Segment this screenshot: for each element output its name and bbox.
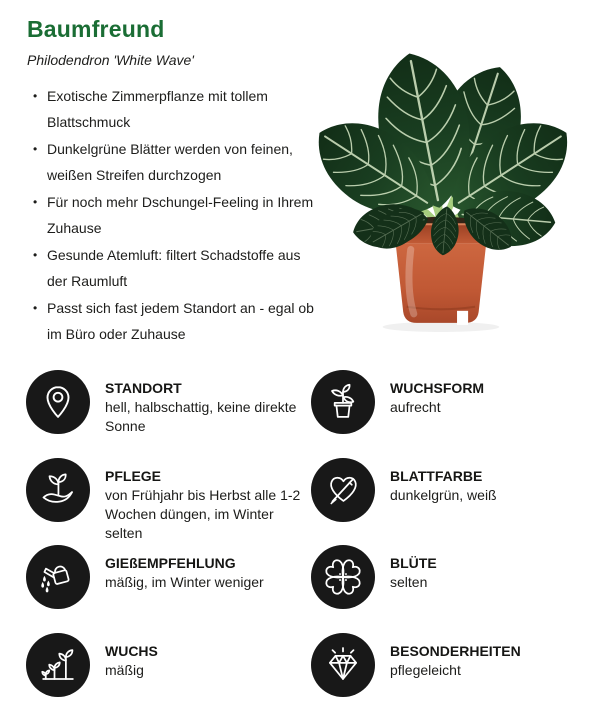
page-title: Baumfreund <box>27 16 194 43</box>
feature-desc: pflegeleicht <box>390 661 596 680</box>
feature-bluete <box>311 545 596 633</box>
plant-photo <box>306 8 598 340</box>
potted-plant-icon <box>311 370 375 434</box>
feature-desc: mäßig <box>105 661 311 680</box>
feature-wuchs <box>26 633 311 720</box>
flower-icon <box>311 545 375 609</box>
feature-title: BLÜTE <box>390 554 596 573</box>
growing-plants-icon <box>26 633 90 697</box>
watering-can-icon <box>26 545 90 609</box>
feature-title: WUCHS <box>105 642 311 661</box>
feature-desc: aufrecht <box>390 398 596 417</box>
product-header <box>27 16 194 68</box>
feature-desc: mäßig, im Winter weniger <box>105 573 311 592</box>
diamond-icon <box>311 633 375 697</box>
feature-title: BLATTFARBE <box>390 467 596 486</box>
feature-desc: hell, halbschattig, keine direkte Sonne <box>105 398 311 436</box>
bullet-item: • Exotische Zimmerpflanze mit tollem Blattschmuck <box>27 84 315 135</box>
feature-title: GIEßEMPFEHLUNG <box>105 554 311 573</box>
feature-wuchsform <box>311 370 596 458</box>
bullet-item: • Passt sich fast jedem Standort an - egal ob im Büro oder Zuhause <box>27 296 315 347</box>
feature-besonderheiten <box>311 633 596 720</box>
bullet-item: • Dunkelgrüne Blätter werden von feinen, weißen Streifen durchzogen <box>27 137 315 188</box>
feature-title: WUCHSFORM <box>390 379 596 398</box>
feature-blattfarbe <box>311 458 596 546</box>
feature-pflege <box>26 458 311 546</box>
bullet-list <box>27 84 315 349</box>
botanical-name: Philodendron 'White Wave' <box>27 52 194 68</box>
feature-giessempfehlung <box>26 545 311 633</box>
feature-grid <box>26 370 588 720</box>
feature-title: PFLEGE <box>105 467 311 486</box>
hand-with-sprout-icon <box>26 458 90 522</box>
leaf-paintbrush-icon <box>311 458 375 522</box>
feature-desc: dunkelgrün, weiß <box>390 486 596 505</box>
feature-title: BESONDERHEITEN <box>390 642 596 661</box>
feature-title: STANDORT <box>105 379 311 398</box>
bullet-item: • Für noch mehr Dschungel-Feeling in Ihrem Zuhause <box>27 190 315 241</box>
location-pin-icon <box>26 370 90 434</box>
feature-desc: selten <box>390 573 596 592</box>
feature-standort <box>26 370 311 458</box>
bullet-item: • Gesunde Atemluft: filtert Schadstoffe aus der Raumluft <box>27 243 315 294</box>
feature-desc: von Frühjahr bis Herbst alle 1-2 Wochen düngen, im Winter selten <box>105 486 311 543</box>
